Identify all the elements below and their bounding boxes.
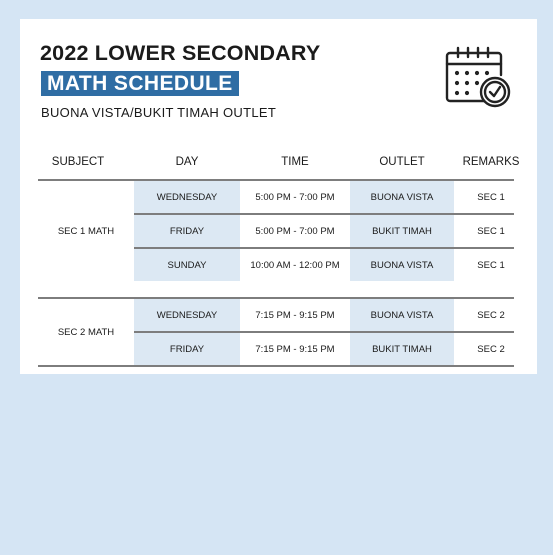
time-cell: 7:15 PM - 9:15 PM	[255, 309, 335, 321]
subject-cell: SEC 1 MATH	[57, 225, 115, 237]
outlet-cell: BUONA VISTA	[350, 249, 454, 281]
table-bottom-border	[38, 365, 514, 367]
remarks-cell: SEC 2	[477, 309, 505, 321]
day-cell: WEDNESDAY	[134, 181, 240, 213]
calendar-clock-icon	[444, 45, 512, 109]
outlet-cell: BUONA VISTA	[350, 181, 454, 213]
remarks-cell: SEC 1	[477, 191, 505, 203]
remarks-cell: SEC 1	[477, 225, 505, 237]
day-cell: SUNDAY	[134, 249, 240, 281]
column-header-outlet: OUTLET	[379, 156, 425, 168]
outlet-cell: BUKIT TIMAH	[350, 215, 454, 247]
outlet-cell: BUKIT TIMAH	[350, 333, 454, 365]
column-header-time: TIME	[281, 156, 309, 168]
day-cell: FRIDAY	[134, 333, 240, 365]
schedule-card	[20, 19, 537, 374]
outlet-heading: BUONA VISTA/BUKIT TIMAH OUTLET	[41, 105, 277, 120]
column-header-subject: SUBJECT	[51, 156, 105, 168]
time-cell: 5:00 PM - 7:00 PM	[255, 225, 335, 237]
time-cell: 7:15 PM - 9:15 PM	[255, 343, 335, 355]
subject-cell: SEC 2 MATH	[57, 326, 115, 338]
time-cell: 5:00 PM - 7:00 PM	[255, 191, 335, 203]
day-cell: WEDNESDAY	[134, 299, 240, 331]
remarks-cell: SEC 2	[477, 343, 505, 355]
day-cell: FRIDAY	[134, 215, 240, 247]
remarks-cell: SEC 1	[477, 259, 505, 271]
outlet-cell: BUONA VISTA	[350, 299, 454, 331]
column-header-remarks: REMARKS	[462, 156, 520, 168]
time-cell: 10:00 AM - 12:00 PM	[250, 259, 340, 271]
column-header-day: DAY	[175, 156, 199, 168]
page-title: 2022 LOWER SECONDARY	[40, 41, 321, 65]
subtitle-banner: MATH SCHEDULE	[41, 71, 239, 96]
